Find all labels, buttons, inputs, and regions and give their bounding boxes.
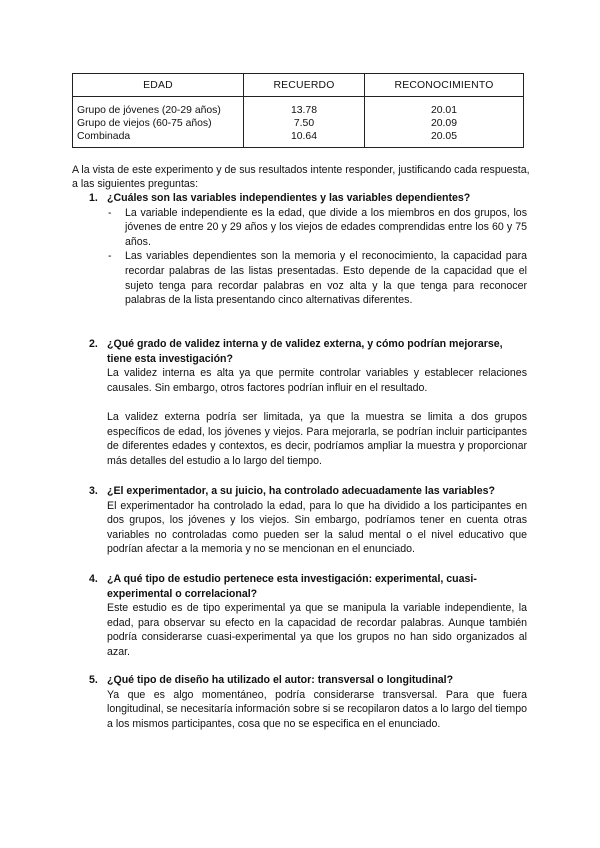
question-4 [89, 572, 527, 660]
question-3 [89, 484, 527, 557]
header-reconocimiento: RECONOCIMIENTO [365, 74, 524, 97]
answer-list [89, 206, 527, 308]
answer-paragraph: Ya que es algo momentáneo, podría considerarse transversal. Para que fuera longitudinal, se necesitaría información sobre si se recopilaron datos a lo largo del tiempo a los mismos participantes, cosa que no se especifica en el enunciado. [107, 688, 527, 730]
reconocimiento-cell [365, 97, 524, 148]
recuerdo-value: 13.78 [290, 105, 317, 116]
header-recuerdo: RECUERDO [244, 74, 365, 97]
group-label: Combinada [77, 131, 131, 142]
question-number: 5. [89, 674, 98, 686]
table-header-row [73, 74, 524, 97]
reconocimiento-value: 20.09 [430, 118, 457, 129]
answer [89, 688, 527, 732]
intro-paragraph: A la vista de este experimento y de sus resultados intente responder, justificando cada respuesta, a las siguientes preguntas: [72, 164, 530, 190]
answer [89, 366, 527, 468]
question-heading [89, 191, 527, 206]
question-number: 2. [89, 338, 98, 350]
question-title: ¿A qué tipo de estudio pertenece esta investigación: experimental, cuasi-experimental o correlacional? [107, 573, 477, 600]
question-heading [89, 572, 527, 601]
question-title: ¿Qué tipo de diseño ha utilizado el autor: transversal o longitudinal? [107, 674, 454, 686]
list-item: - La variable independiente es la edad, que divide a los miembros en dos grupos, los jóvenes de entre 20 y 29 años y los viejos de edades comprendidas entre los 60 y 75 años. [125, 206, 527, 250]
header-edad: EDAD [73, 74, 244, 97]
question-heading [89, 673, 527, 688]
question-1 [89, 191, 527, 308]
group-labels-cell [73, 97, 244, 148]
answer-paragraph: La validez interna es alta ya que permite controlar variables y establecer relaciones causales. Sin embargo, otros factores podrían influir en el resultado. [107, 367, 527, 394]
answer-paragraph: La validez externa podría ser limitada, ya que la muestra se limita a dos grupos específicos de edad, los jóvenes y viejos. Para mejorarla, se podrían incluir participantes de diferentes edades y contextos, es decir, podríamos ampliar la muestra y proporcionar más detalles del estudio a lo largo del tiempo. [107, 410, 527, 467]
results-table [72, 73, 524, 148]
answer-paragraph: Este estudio es de tipo experimental ya que se manipula la variable independiente, la edad, para observar su efecto en la capacidad de recordar palabras. Aunque también podría considerarse cuasi-experimental ya que los grupos no han sido organizados al azar. [107, 602, 527, 658]
table-row [73, 97, 524, 148]
question-number: 1. [89, 192, 98, 204]
question-5 [89, 673, 527, 731]
question-title: ¿Qué grado de validez interna y de validez externa, y cómo podrían mejorarse, tiene esta investigación? [107, 338, 503, 365]
question-heading [89, 337, 527, 366]
list-item: - Las variables dependientes son la memoria y el reconocimiento, la capacidad para recordar palabras de las listas presentadas. Esto depende de la capacidad que el sujeto tenga para recordar palabras en voz alta y la que tenga para reconocer palabras de la lista presentando cinco alternativas diferentes. [125, 249, 527, 307]
question-number: 3. [89, 485, 98, 497]
question-heading [89, 484, 527, 499]
answer [89, 601, 527, 659]
group-label: Grupo de viejos (60-75 años) [77, 118, 212, 129]
group-label: Grupo de jóvenes (20-29 años) [77, 105, 221, 116]
answer-paragraph: El experimentador ha controlado la edad, para lo que ha dividido a los participantes en dos grupos, los jóvenes y los viejos. Sin embargo, podríamos tener en cuenta otras variables no controladas como pueden ser la salud mental o el nivel educativo que podrían afectar a la memoria y no se mencionan en el enunciado. [107, 499, 527, 556]
question-number: 4. [89, 573, 98, 585]
question-title: ¿El experimentador, a su juicio, ha controlado adecuadamente las variables? [107, 485, 495, 497]
recuerdo-value: 10.64 [290, 131, 317, 142]
answer [89, 499, 527, 557]
reconocimiento-value: 20.05 [430, 131, 457, 142]
recuerdo-cell [244, 97, 365, 148]
question-2 [89, 337, 527, 468]
question-title: ¿Cuáles son las variables independientes y las variables dependientes? [107, 192, 471, 204]
recuerdo-value: 7.50 [293, 118, 315, 129]
reconocimiento-value: 20.01 [430, 105, 457, 116]
